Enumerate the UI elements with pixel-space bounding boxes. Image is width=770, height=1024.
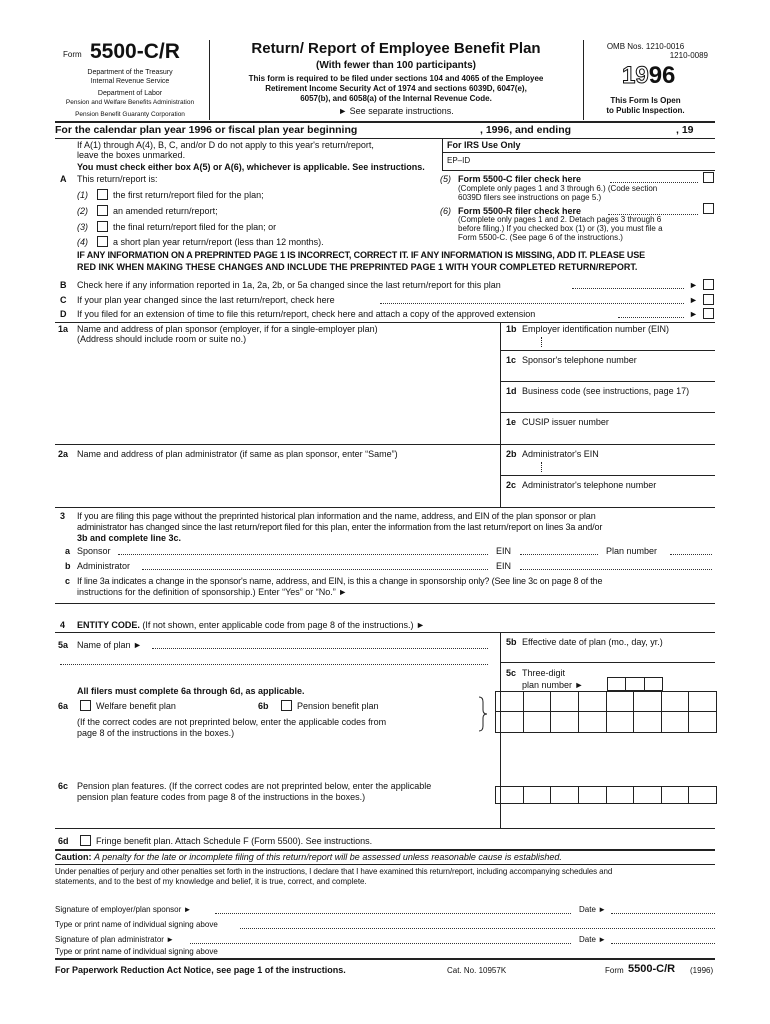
line-3a-sponsor-field[interactable] bbox=[118, 554, 488, 555]
a1-label: the first return/report filed for the plan; bbox=[113, 190, 264, 200]
a2-label: an amended return/report; bbox=[113, 206, 218, 216]
sponsor-ein-field[interactable] bbox=[505, 336, 710, 348]
administrator-phone-field[interactable] bbox=[505, 492, 710, 504]
section-a-note-2: leave the boxes unmarked. bbox=[77, 150, 186, 160]
a6-note-2: before filing.) If you checked box (1) or (3), you must file a bbox=[458, 224, 663, 233]
line-6d-label: Fringe benefit plan. Attach Schedule F (Form 5500). See instructions. bbox=[96, 836, 373, 846]
line-6a-number: 6a bbox=[58, 701, 69, 711]
line-3c-text-2: instructions for the definition of sponsorship.) Enter “Yes” or “No.” ► bbox=[77, 587, 348, 597]
calendar-year-label: For the calendar plan year 1996 or fiscal plan year beginning bbox=[55, 124, 358, 136]
footer-form-label: Form bbox=[605, 966, 624, 975]
line-6a-label: Welfare benefit plan bbox=[96, 701, 176, 711]
form-number: 5500-C/R bbox=[90, 40, 180, 63]
footer-year: (1996) bbox=[690, 966, 714, 975]
sponsor-name-address-field[interactable] bbox=[77, 346, 495, 442]
a3-label: the final return/report filed for the plan; or bbox=[113, 222, 277, 232]
public-inspection-1: This Form Is Open bbox=[610, 96, 681, 105]
line-6c-number: 6c bbox=[58, 781, 69, 791]
line-3b-administrator-field[interactable] bbox=[142, 569, 488, 570]
a5-note-2: 6039D filers see instructions on page 5.) bbox=[458, 193, 602, 202]
line-3a-plan-number-label: Plan number bbox=[606, 546, 658, 556]
line-3a-letter: a bbox=[65, 546, 71, 556]
footer-form-number: 5500-C/R bbox=[628, 963, 676, 975]
line-d-arrow: ► bbox=[689, 309, 698, 319]
line-3a-ein-label: EIN bbox=[496, 546, 512, 556]
line-3c-letter: c bbox=[65, 576, 71, 586]
a5-label: Form 5500-C filer check here bbox=[458, 174, 582, 184]
line-c-arrow: ► bbox=[689, 295, 698, 305]
line-6b-label: Pension benefit plan bbox=[297, 701, 379, 711]
see-instructions: ► See separate instructions. bbox=[338, 106, 454, 116]
omb-number-1: OMB Nos. 1210-0016 bbox=[606, 42, 685, 51]
form-subtitle: (With fewer than 100 participants) bbox=[316, 60, 476, 71]
section-a-letter: A bbox=[60, 174, 67, 184]
catalog-number: Cat. No. 10957K bbox=[447, 966, 507, 975]
sponsor-phone-field[interactable] bbox=[505, 367, 710, 379]
line-6c-text-2: pension plan feature codes from page 8 of the instructions in the boxes.) bbox=[77, 792, 366, 802]
sponsor-date-field[interactable] bbox=[611, 913, 715, 914]
line-3c-answer-field[interactable] bbox=[390, 586, 430, 598]
a6-label: Form 5500-R filer check here bbox=[458, 206, 582, 216]
line-2c-number: 2c bbox=[506, 480, 517, 490]
dept-irs: Internal Revenue Service bbox=[90, 78, 170, 85]
dept-labor: Department of Labor bbox=[97, 90, 163, 97]
form-label: Form bbox=[63, 50, 82, 59]
required-line-2: Retirement Income Security Act of 1974 and sections 6039D, 6047(e), bbox=[265, 84, 527, 93]
section-a-intro: This return/report is: bbox=[77, 174, 158, 184]
omb-number-2: 1210-0089 bbox=[669, 51, 708, 60]
admin-signature-field[interactable] bbox=[190, 943, 571, 944]
line-b-arrow: ► bbox=[689, 280, 698, 290]
line-1e-number: 1e bbox=[506, 417, 517, 427]
section-a-note-3: You must check either box A(5) or A(6), whichever is applicable. See instructions. bbox=[77, 162, 425, 172]
line-5c-number: 5c bbox=[506, 668, 517, 678]
line-c-checkbox[interactable] bbox=[703, 294, 714, 305]
a1-checkbox[interactable] bbox=[97, 189, 108, 200]
sponsor-print-field[interactable] bbox=[240, 928, 715, 929]
line-5a-label: Name of plan ► bbox=[77, 640, 142, 650]
a6-checkbox[interactable] bbox=[703, 203, 714, 214]
line-3a-ein-field[interactable] bbox=[520, 554, 598, 555]
admin-date-label: Date ► bbox=[579, 935, 607, 944]
line-2b-label: Administrator's EIN bbox=[522, 449, 599, 459]
line-1e-label: CUSIP issuer number bbox=[522, 417, 609, 427]
admin-print-label: Type or print name of individual signing above bbox=[55, 947, 218, 956]
line-5c-label-1: Three-digit bbox=[522, 668, 566, 678]
line-5b-label: Effective date of plan (mo., day, yr.) bbox=[522, 637, 663, 647]
required-line-1: This form is required to be filed under sections 104 and 4065 of the Employee bbox=[248, 74, 544, 83]
sponsor-signature-field[interactable] bbox=[215, 913, 571, 914]
caution-text: Caution: A penalty for the late or incomplete filing of this return/report will be assessed unless reasonable cause is established. bbox=[55, 852, 562, 862]
line-3a-label: Sponsor bbox=[77, 546, 111, 556]
administrator-ein-field[interactable] bbox=[505, 461, 710, 473]
line-2a-label: Name and address of plan administrator (if same as plan sponsor, enter “Same”) bbox=[77, 449, 398, 459]
line-1b-label: Employer identification number (EIN) bbox=[522, 324, 670, 334]
line-b-checkbox[interactable] bbox=[703, 279, 714, 290]
a3-checkbox[interactable] bbox=[97, 221, 108, 232]
line-1d-label: Business code (see instructions, page 17) bbox=[522, 386, 690, 396]
line-3b-ein-label: EIN bbox=[496, 561, 512, 571]
line-3a-plan-number-field[interactable] bbox=[670, 554, 712, 555]
a6-note-1: (Complete only pages 1 and 2. Detach pages 3 through 6 bbox=[458, 215, 662, 224]
line-3b-label: Administrator bbox=[77, 561, 131, 571]
welfare-plan-checkbox[interactable] bbox=[80, 700, 91, 711]
line-3-text-1: If you are filing this page without the preprinted historical plan information and the name, address, and EIN of the plan sponsor or plan bbox=[77, 511, 596, 521]
a1-number: (1) bbox=[77, 190, 88, 200]
line-3-number: 3 bbox=[60, 511, 66, 521]
pension-plan-checkbox[interactable] bbox=[281, 700, 292, 711]
a4-number: (4) bbox=[77, 237, 88, 247]
a6-number: (6) bbox=[440, 206, 451, 216]
plan-name-field-2[interactable] bbox=[60, 664, 488, 665]
line-2a-number: 2a bbox=[58, 449, 69, 459]
admin-signature-label: Signature of plan administrator ► bbox=[55, 935, 175, 944]
sponsor-print-label: Type or print name of individual signing above bbox=[55, 920, 218, 929]
line-b-letter: B bbox=[60, 280, 67, 290]
perjury-line-1: Under penalties of perjury and other penalties set forth in the instructions, I declare that I have examined this return/report, including accompanying schedules and bbox=[55, 867, 613, 876]
all-filers-note: All filers must complete 6a through 6d, as applicable. bbox=[77, 686, 305, 696]
a4-checkbox[interactable] bbox=[97, 236, 108, 247]
admin-date-field[interactable] bbox=[611, 943, 715, 944]
a4-label: a short plan year return/report (less than 12 months). bbox=[113, 237, 324, 247]
calendar-year-end: , 19 bbox=[676, 124, 694, 136]
a5-checkbox[interactable] bbox=[703, 172, 714, 183]
a5-number: (5) bbox=[440, 174, 451, 184]
line-6a-note-2: page 8 of the instructions in the boxes.) bbox=[77, 728, 235, 738]
line-6c-text-1: Pension plan features. (If the correct codes are not preprinted below, enter the applicable bbox=[77, 781, 432, 791]
cusip-field[interactable] bbox=[505, 429, 710, 441]
line-6d-number: 6d bbox=[58, 836, 69, 846]
required-line-3: 6057(b), and 6058(a) of the Internal Revenue Code. bbox=[300, 94, 492, 103]
line-c-text: If your plan year changed since the last return/report, check here bbox=[77, 295, 335, 305]
public-inspection-2: to Public Inspection. bbox=[606, 106, 685, 115]
a2-number: (2) bbox=[77, 206, 88, 216]
tax-year: 1996 bbox=[622, 62, 676, 89]
line-1a-number: 1a bbox=[58, 324, 69, 334]
warning-line-2: RED INK WHEN MAKING THESE CHANGES AND INCLUDE THE PREPRINTED PAGE 1 WITH YOUR COMPLETED RETURN/REPORT. bbox=[77, 262, 638, 272]
line-1a-note: (Address should include room or suite no.) bbox=[77, 334, 247, 344]
line-1a-label: Name and address of plan sponsor (employer, if for a single-employer plan) bbox=[77, 324, 378, 334]
line-b-text: Check here if any information reported in 1a, 2a, 2b, or 5a changed since the last return/report for this plan bbox=[77, 280, 501, 290]
line-d-checkbox[interactable] bbox=[703, 308, 714, 319]
ep-id: EP–ID bbox=[447, 156, 471, 165]
line-3b-ein-field[interactable] bbox=[520, 569, 712, 570]
entity-code-field[interactable] bbox=[400, 619, 495, 631]
line-2c-label: Administrator's telephone number bbox=[522, 480, 657, 490]
brace-icon bbox=[476, 696, 490, 732]
plan-name-field[interactable] bbox=[152, 648, 488, 649]
line-5c-label-2: plan number ► bbox=[522, 680, 584, 690]
line-4-number: 4 bbox=[60, 620, 66, 630]
line-3-text-3: 3b and complete line 3c. bbox=[77, 533, 182, 543]
a2-checkbox[interactable] bbox=[97, 205, 108, 216]
line-1b-number: 1b bbox=[506, 324, 517, 334]
irs-use-only: For IRS Use Only bbox=[447, 140, 521, 150]
dept-pwba: Pension and Welfare Benefits Administration bbox=[65, 99, 195, 106]
line-1d-number: 1d bbox=[506, 386, 517, 396]
paperwork-notice: For Paperwork Reduction Act Notice, see page 1 of the instructions. bbox=[55, 965, 346, 975]
line-3b-letter: b bbox=[65, 561, 71, 571]
a6-note-3: Form 5500-C. (See page 6 of the instructions.) bbox=[458, 233, 623, 242]
perjury-line-2: statements, and to the best of my knowledge and belief, it is true, correct, and complete. bbox=[55, 877, 367, 886]
warning-line-1: IF ANY INFORMATION ON A PREPRINTED PAGE 1 IS INCORRECT, CORRECT IT. IF ANY INFORMATION IS MISSING, ADD IT. PLEASE USE bbox=[77, 250, 645, 260]
line-5a-number: 5a bbox=[58, 640, 69, 650]
effective-date-field[interactable] bbox=[505, 649, 710, 659]
sponsor-signature-label: Signature of employer/plan sponsor ► bbox=[55, 905, 192, 914]
dept-treasury: Department of the Treasury bbox=[87, 69, 173, 76]
pension-feature-codes-grid[interactable] bbox=[495, 786, 717, 804]
plan-codes-grid[interactable] bbox=[495, 691, 717, 733]
administrator-name-address-field[interactable] bbox=[77, 462, 495, 504]
fringe-benefit-checkbox[interactable] bbox=[80, 835, 91, 846]
line-6a-note-1: (If the correct codes are not preprinted below, enter the applicable codes from bbox=[77, 717, 387, 727]
form-title: Return/ Report of Employee Benefit Plan bbox=[251, 40, 541, 57]
line-3c-text-1: If line 3a indicates a change in the sponsor's name, address, and EIN, is this a change in sponsorship only? (See line 3c on page 8 of the bbox=[77, 576, 603, 586]
business-code-field[interactable] bbox=[505, 398, 710, 410]
line-5b-number: 5b bbox=[506, 637, 517, 647]
line-2b-number: 2b bbox=[506, 449, 517, 459]
line-d-text: If you filed for an extension of time to file this return/report, check here and attach a copy of the approved extension bbox=[77, 309, 536, 319]
plan-number-boxes[interactable] bbox=[607, 677, 663, 691]
line-4-text: ENTITY CODE. (If not shown, enter applicable code from page 8 of the instructions.) ► bbox=[77, 620, 425, 630]
line-1c-number: 1c bbox=[506, 355, 517, 365]
line-d-letter: D bbox=[60, 309, 67, 319]
calendar-year-mid: , 1996, and ending bbox=[480, 124, 572, 136]
a5-note-1: (Complete only pages 1 and 3 through 6.) (Code section bbox=[458, 184, 658, 193]
line-1c-label: Sponsor's telephone number bbox=[522, 355, 637, 365]
a3-number: (3) bbox=[77, 222, 88, 232]
line-6b-number: 6b bbox=[258, 701, 269, 711]
dept-pbgc: Pension Benefit Guaranty Corporation bbox=[75, 111, 185, 118]
section-a-note-1: If A(1) through A(4), B, C, and/or D do not apply to this year's return/report, bbox=[77, 140, 374, 150]
line-3-text-2: administrator has changed since the last return/report filed for this plan, enter the information from the last return/report on lines 3a and/or bbox=[77, 522, 603, 532]
sponsor-date-label: Date ► bbox=[579, 905, 607, 914]
line-c-letter: C bbox=[60, 295, 67, 305]
